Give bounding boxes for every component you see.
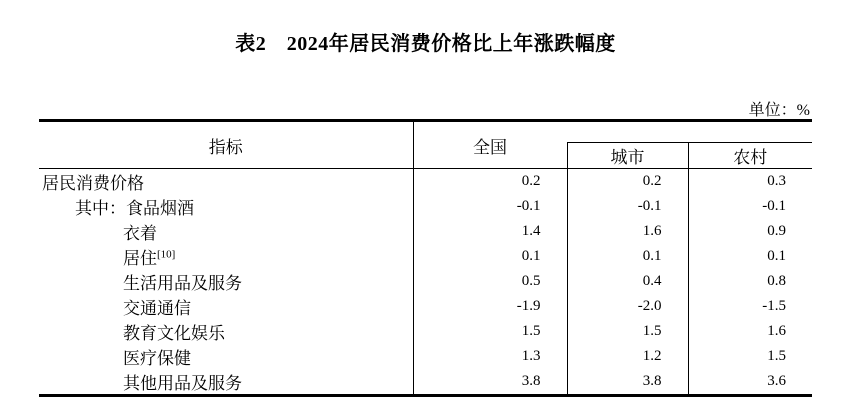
table-header	[39, 121, 812, 169]
row-label: 交通通信	[123, 299, 191, 318]
cell-rural: 0.8	[767, 273, 786, 289]
row-label-cell	[39, 219, 413, 244]
cell-rural: 3.6	[767, 373, 786, 389]
cell-urban: -0.1	[567, 194, 688, 219]
row-label-cell	[39, 294, 413, 319]
unit-label: 单位：%	[748, 102, 810, 119]
col-header-urban: 城市	[567, 143, 688, 169]
row-label-cell	[39, 344, 413, 369]
cell-national: 3.8	[413, 369, 567, 396]
cell-urban: 1.6	[567, 219, 688, 244]
col-header-indicator: 指标	[39, 121, 413, 169]
cell-national: -1.9	[413, 294, 567, 319]
table-row	[39, 294, 812, 319]
cell-urban: 0.2	[567, 169, 688, 195]
row-label: 居民消费价格	[42, 174, 144, 193]
cell-urban: 0.4	[567, 269, 688, 294]
row-label-cell	[39, 319, 413, 344]
row-label-cell	[39, 194, 413, 219]
col-header-rural: 农村	[688, 143, 812, 169]
row-label: 居住	[123, 249, 157, 268]
cell-rural: 0.3	[767, 173, 786, 189]
table-row	[39, 169, 812, 195]
row-label-cell	[39, 244, 413, 269]
row-label-cell	[39, 269, 413, 294]
table-row	[39, 319, 812, 344]
cell-national: 0.2	[413, 169, 567, 195]
cell-urban: 1.2	[567, 344, 688, 369]
cell-rural: 0.1	[767, 248, 786, 264]
table-body	[39, 169, 812, 396]
row-label: 医疗保健	[123, 349, 191, 368]
cell-urban: -2.0	[567, 294, 688, 319]
cell-national: 1.5	[413, 319, 567, 344]
row-label: 衣着	[123, 224, 157, 243]
cell-rural: 1.5	[767, 348, 786, 364]
cell-urban: 1.5	[567, 319, 688, 344]
col-header-national: 全国	[413, 121, 567, 169]
cpi-table	[39, 119, 812, 397]
cell-national: 1.3	[413, 344, 567, 369]
table-row	[39, 344, 812, 369]
cell-urban: 3.8	[567, 369, 688, 396]
row-label-cell	[39, 169, 413, 195]
cell-urban: 0.1	[567, 244, 688, 269]
row-label: 教育文化娱乐	[123, 324, 225, 343]
cell-rural: 1.6	[767, 323, 786, 339]
row-label-cell	[39, 369, 413, 396]
cell-rural: -0.1	[762, 198, 786, 214]
cell-rural: -1.5	[762, 298, 786, 314]
cell-national: -0.1	[413, 194, 567, 219]
row-label: 生活用品及服务	[123, 274, 242, 293]
row-label: 其中：食品烟酒	[75, 199, 194, 218]
header-spacer	[567, 121, 812, 143]
table-row	[39, 269, 812, 294]
superscript-note: [10]	[157, 248, 176, 261]
cell-national: 0.5	[413, 269, 567, 294]
cell-national: 1.4	[413, 219, 567, 244]
table-row	[39, 244, 812, 269]
table-row	[39, 369, 812, 396]
table-title: 表2 2024年居民消费价格比上年涨跌幅度	[235, 33, 616, 55]
table-row	[39, 194, 812, 219]
cell-rural: 0.9	[767, 223, 786, 239]
row-label: 其他用品及服务	[123, 374, 242, 393]
header-row-1	[39, 121, 812, 143]
cell-national: 0.1	[413, 244, 567, 269]
table-row	[39, 219, 812, 244]
